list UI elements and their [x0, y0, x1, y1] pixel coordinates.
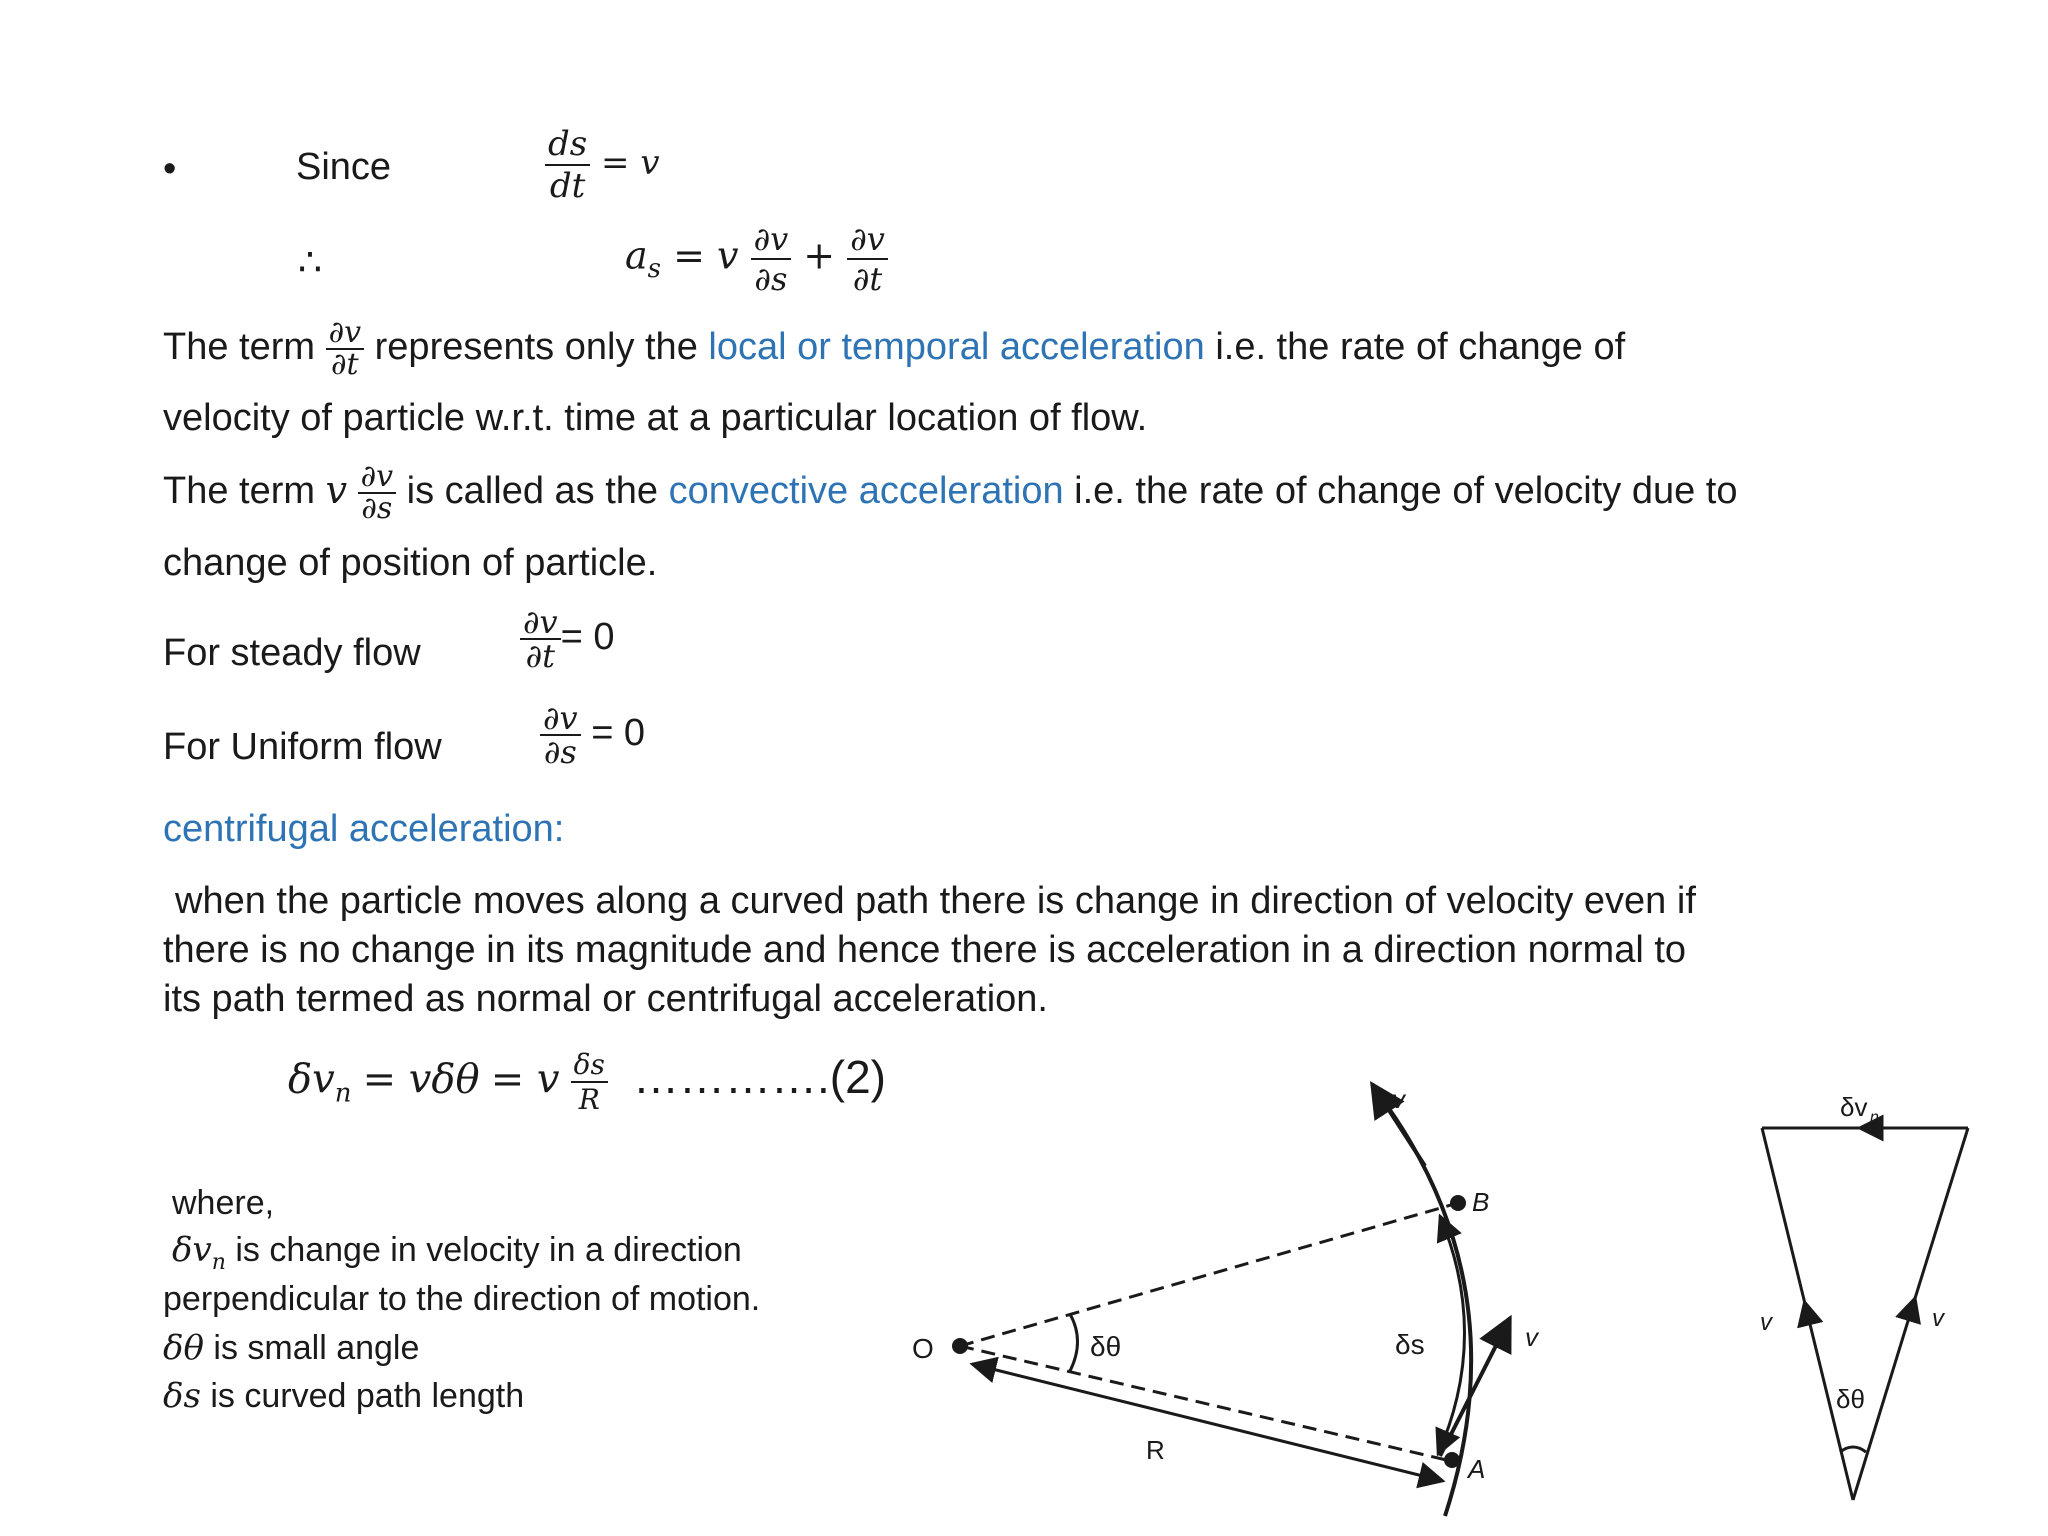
uniform-dv: ∂v	[540, 702, 581, 736]
centrifugal-line2: there is no change in its magnitude and hence there is acceleration in a direction normal to	[163, 929, 1687, 971]
uniform-flow-equation	[540, 699, 646, 771]
where-ds-desc: is curved path length	[210, 1377, 525, 1415]
label-vA: v	[1525, 1322, 1538, 1352]
label-O: O	[912, 1333, 934, 1364]
as-equals-v: = v	[673, 233, 739, 278]
local-term-middle: represents only the	[374, 326, 698, 369]
label-dtheta: δθ	[1090, 1331, 1122, 1362]
convective-ds: ∂s	[361, 491, 393, 526]
bullet: •	[163, 148, 177, 190]
as-subscript: s	[647, 254, 661, 285]
local-dt: ∂t	[331, 347, 359, 382]
where-line1	[172, 1230, 742, 1275]
point-A	[1444, 1452, 1460, 1468]
where-line4	[163, 1376, 524, 1416]
eq2-equals-v: = v	[490, 1056, 560, 1103]
triangle-angle-arc	[1840, 1447, 1866, 1452]
curved-path	[1380, 1096, 1471, 1516]
triangle-right-side-rest	[1912, 1128, 1968, 1308]
where-dtheta-desc: is small angle	[213, 1329, 420, 1367]
where-dvn-desc: is change in velocity in a direction	[235, 1231, 742, 1269]
where-dvn-sub: n	[211, 1249, 226, 1275]
eq2-number: ………….(2)	[633, 1050, 886, 1103]
triangle-label-dvn: δv	[1840, 1092, 1868, 1122]
convective-acceleration-highlight: convective acceleration	[668, 470, 1064, 513]
dv-numerator-2: ∂v	[847, 220, 888, 260]
equals-v: = v	[601, 143, 660, 183]
point-O	[952, 1338, 968, 1354]
convective-term-suffix: i.e. the rate of change of velocity due to	[1074, 470, 1738, 513]
acceleration-equation	[625, 220, 888, 298]
local-acceleration-highlight: local or temporal acceleration	[708, 326, 1205, 369]
eq2-lhs: δv	[288, 1056, 335, 1103]
where-dtheta: δθ	[163, 1328, 204, 1368]
where-dvn: δv	[172, 1230, 212, 1270]
label-B: B	[1472, 1187, 1490, 1217]
convective-dv: ∂v	[358, 462, 396, 494]
label-R: R	[1146, 1435, 1165, 1465]
triangle-label-left-v: v	[1760, 1309, 1772, 1336]
uniform-equals-zero: = 0	[591, 712, 646, 755]
steady-dt: ∂t	[525, 637, 556, 675]
triangle-label-right-v: v	[1932, 1305, 1944, 1332]
where-line3	[163, 1328, 419, 1368]
uniform-ds: ∂s	[543, 733, 577, 771]
ds-denominator: ∂s	[754, 260, 788, 298]
steady-equals-zero: = 0	[560, 616, 615, 659]
local-term-suffix: i.e. the rate of change of	[1215, 326, 1626, 369]
equation-2	[288, 1048, 886, 1116]
where-title: where,	[172, 1184, 275, 1222]
uniform-flow-label: For Uniform flow	[163, 726, 442, 768]
where-line2: perpendicular to the direction of motion.	[163, 1280, 761, 1318]
where-ds: δs	[163, 1376, 201, 1416]
label-A: A	[1468, 1454, 1486, 1484]
ds-dt-equation	[545, 124, 660, 206]
convective-term-line1	[163, 459, 1738, 526]
triangle-label-angle: δθ	[1836, 1384, 1865, 1414]
convective-term-prefix: The term	[163, 470, 316, 513]
eq2-ds: δs	[571, 1048, 608, 1083]
local-term-prefix: The term	[163, 326, 316, 369]
centrifugal-line1: when the particle moves along a curved path there is change in direction of velocity even if	[175, 880, 1696, 922]
steady-flow-label: For steady flow	[163, 632, 421, 674]
centrifugal-line3: its path termed as normal or centrifugal acceleration.	[163, 978, 1048, 1020]
dt-denominator-2: ∂t	[852, 260, 883, 298]
angle-arc	[1070, 1314, 1078, 1371]
convective-v: v	[325, 468, 348, 513]
convective-term-middle: is called as the	[406, 470, 659, 513]
velocity-triangle-diagram	[1700, 1090, 2020, 1520]
centrifugal-heading: centrifugal acceleration:	[163, 808, 565, 850]
label-ds: δs	[1395, 1329, 1425, 1360]
radius-R-arrow	[972, 1364, 1443, 1481]
local-term-line2: velocity of particle w.r.t. time at a particular location of flow.	[163, 397, 1148, 439]
velocity-A-arrow	[1440, 1318, 1510, 1456]
local-term-line1	[163, 315, 1626, 382]
point-B	[1450, 1195, 1466, 1211]
dt-denominator: dt	[549, 166, 586, 206]
triangle-left-side-rest	[1762, 1128, 1807, 1312]
since-label: Since	[296, 146, 392, 188]
eq2-middle: = vδθ	[362, 1056, 480, 1103]
convective-term-line2: change of position of particle.	[163, 542, 658, 584]
local-dv: ∂v	[326, 318, 364, 350]
steady-flow-equation	[520, 603, 615, 675]
therefore-symbol: ∴	[298, 242, 323, 284]
radius-OB	[960, 1203, 1458, 1346]
eq2-R: R	[578, 1083, 600, 1116]
as-lhs: a	[625, 233, 648, 278]
curved-path-diagram	[900, 1056, 1600, 1536]
plus-sign: +	[803, 233, 836, 278]
ds-numerator: ds	[545, 124, 590, 166]
triangle-label-dvn-sub: n	[1870, 1109, 1879, 1126]
steady-dv: ∂v	[520, 606, 561, 640]
label-vB: v	[1392, 1084, 1405, 1114]
dv-numerator: ∂v	[751, 220, 792, 260]
radius-OA	[960, 1346, 1455, 1462]
eq2-lhs-sub: n	[334, 1078, 352, 1109]
